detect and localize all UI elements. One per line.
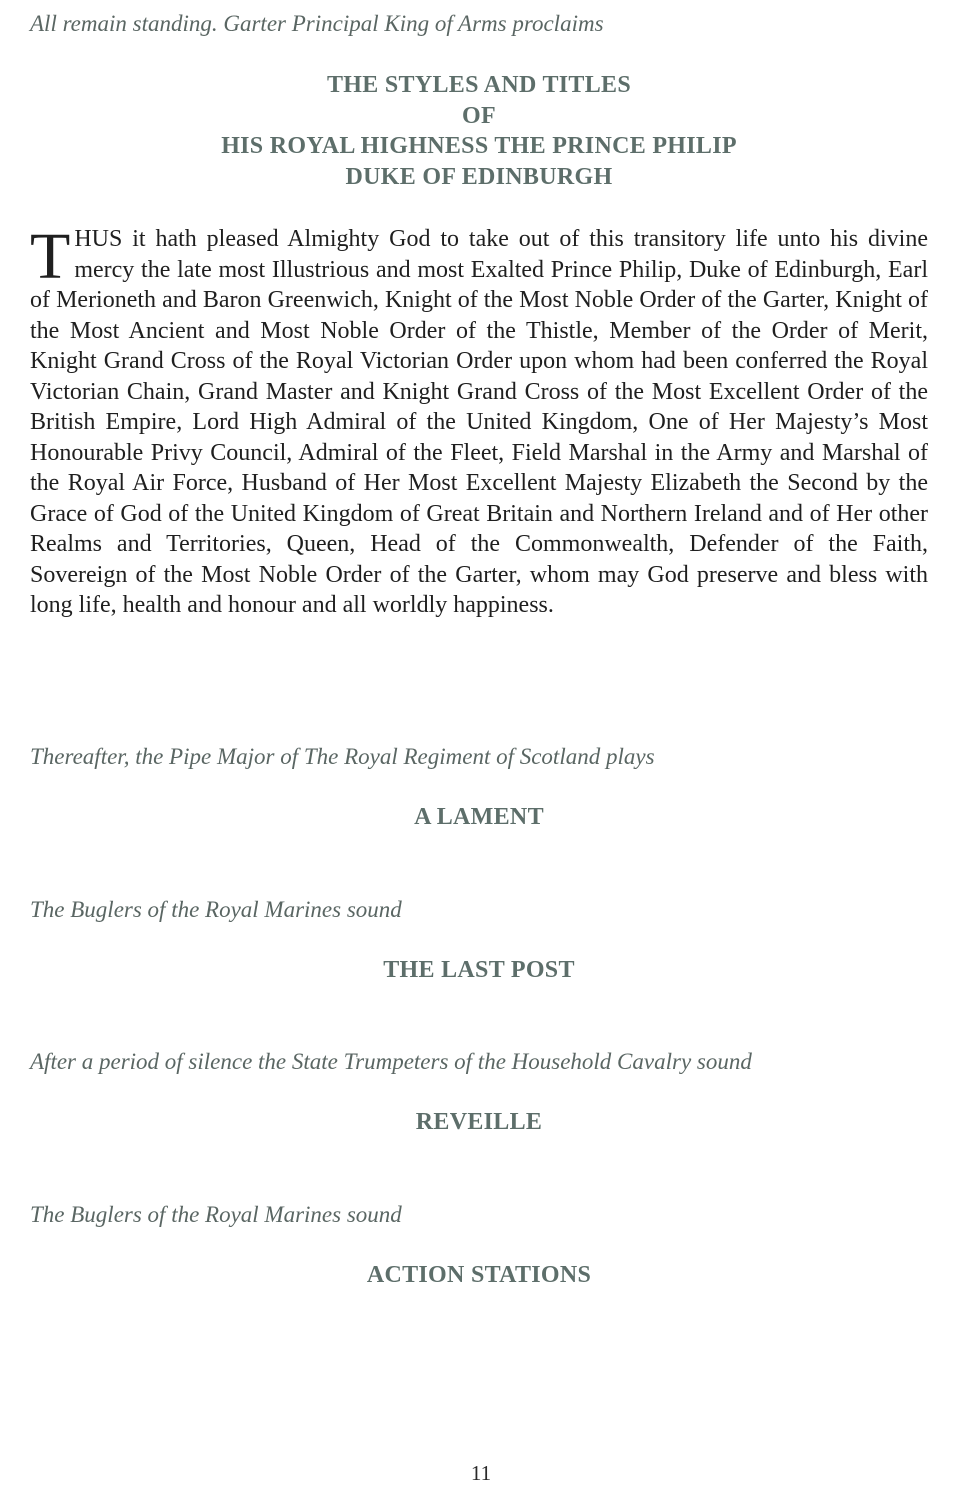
proclamation-text	[30, 220, 928, 621]
opening-rubric-block	[30, 10, 928, 38]
section-action-stations-heading-block	[30, 1260, 928, 1291]
proclamation-body: HUS it hath pleased Almighty God to take out of this transitory life unto his divine mercy the late most Illustrious and most Exalted Prince Philip, Duke of Edinburgh, Earl of Merioneth and Baron Greenwich, Knight of the Most Noble Order of the Garter, Knight of the Most Ancient and Most Noble Order of the Thistle, Member of the Order of Merit, Knight Grand Cross of the Royal Victorian Order upon whom had been conferred the Royal Victorian Chain, Grand Master and Knight Grand Cross of the Most Excellent Order of the British Empire, Lord High Admiral of the United Kingdom, One of Her Majesty’s Most Honourable Privy Council, Admiral of the Fleet, Field Marshal in the Army and Marshal of the Royal Air Force, Husband of Her Most Excellent Majesty Elizabeth the Second by the Grace of God of the United Kingdom of Great Britain and Northern Ireland and of Her other Realms and Territories, Queen, Head of the Commonwealth, Defender of the Faith, Sovereign of the Most Noble Order of the Garter, whom may God preserve and bless with long life, health and honour and all worldly happiness.	[30, 226, 928, 618]
proclamation-block	[30, 220, 928, 621]
title-line-1: THE STYLES AND TITLES	[327, 72, 631, 98]
opening-rubric: All remain standing. Garter Principal King of Arms proclaims	[30, 11, 604, 36]
section-last-post-heading-block	[30, 955, 928, 986]
section-action-stations	[30, 1201, 928, 1229]
section-rubric: Thereafter, the Pipe Major of The Royal Regiment of Scotland plays	[30, 744, 655, 769]
section-last-post	[30, 896, 928, 924]
section-lament-heading-block	[30, 802, 928, 833]
page-number: 11	[470, 1461, 492, 1485]
drop-cap: T	[30, 220, 71, 293]
section-lament	[30, 743, 928, 771]
title-line-3: HIS ROYAL HIGHNESS THE PRINCE PHILIP	[221, 133, 737, 159]
section-heading: ACTION STATIONS	[366, 1262, 592, 1288]
section-heading: THE LAST POST	[383, 957, 575, 983]
section-reveille-heading-block	[30, 1107, 928, 1138]
title-line-4: DUKE OF EDINBURGH	[345, 163, 613, 190]
title-block	[30, 70, 928, 192]
section-heading: REVEILLE	[415, 1109, 543, 1135]
section-rubric: The Buglers of the Royal Marines sound	[30, 897, 402, 922]
section-reveille	[30, 1048, 928, 1076]
section-rubric: The Buglers of the Royal Marines sound	[30, 1202, 402, 1227]
title-line-2: OF	[462, 102, 496, 129]
section-rubric: After a period of silence the State Trumpeters of the Household Cavalry sound	[30, 1049, 752, 1074]
section-heading: A LAMENT	[414, 804, 544, 830]
